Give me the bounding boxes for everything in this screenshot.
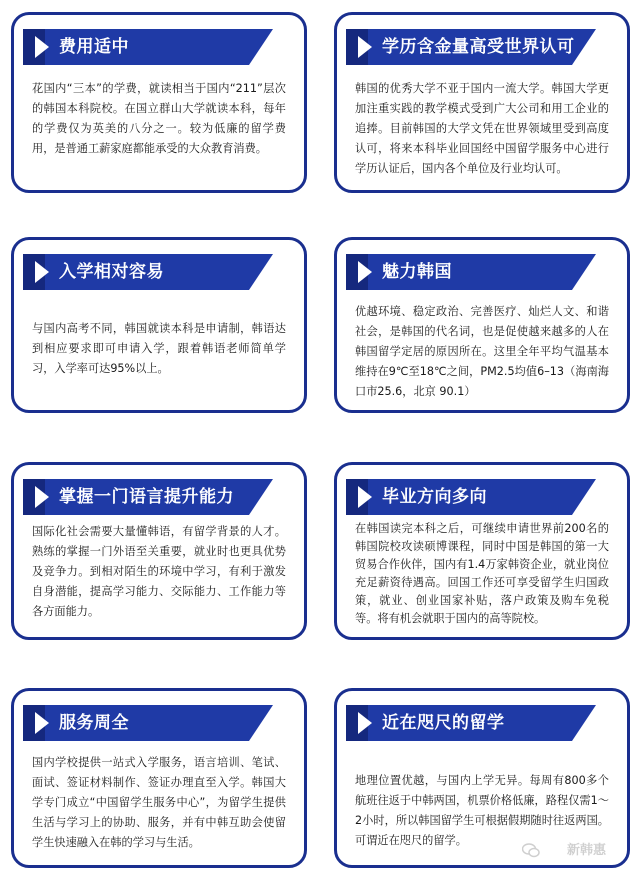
- card-title: 服务周全: [59, 713, 129, 733]
- card-charm-korea: [334, 237, 630, 413]
- card-full-service: [11, 688, 307, 868]
- wechat-icon: [522, 843, 540, 858]
- card-banner: [23, 705, 273, 741]
- card-banner: [346, 479, 596, 515]
- card-degree-recognition: [334, 12, 630, 193]
- card-title: 毕业方向多向: [382, 487, 487, 507]
- card-title: 学历含金量高受世界认可: [382, 37, 575, 57]
- card-body: 国际化社会需要大量懂韩语，有留学背景的人才。熟练的掌握一门外语至关重要，就业时也更具优势及竞争力。到相对陌生的环境中学习，有利于激发自身潜能，提高学习能力、交际能力、工作能力等各方面能力。: [32, 525, 286, 618]
- card-title: 掌握一门语言提升能力: [59, 487, 234, 507]
- card-body: 在韩国读完本科之后，可继续申请世界前200名的韩国院校攻读硕博课程，同时中国是韩国的第一大贸易合作伙伴，国内有1.4万家韩资企业，就业岗位充足薪资待遇高。回国工作还可享受留学生归国政策，就业、创业国家补贴，落户政策及购车免税等。将有机会就职于国内的高等院校。: [355, 522, 609, 625]
- card-fees: [11, 12, 307, 193]
- card-body: 韩国的优秀大学不亚于国内一流大学。韩国大学更加注重实践的教学模式受到广大公司和用工企业的追捧。目前韩国的大学文凭在世界领域里受到高度认可，将来本科毕业回国经中国留学服务中心进行学历认证后，国内各个单位及行业均认可。: [355, 82, 609, 175]
- card-body: 与国内高考不同，韩国就读本科是申请制，韩语达到相应要求即可申请入学，跟着韩语老师简单学习，入学率可达95%以上。: [32, 322, 286, 375]
- card-admission: [11, 237, 307, 413]
- card-title: 魅力韩国: [382, 262, 452, 282]
- card-banner: [23, 254, 273, 290]
- card-banner: [23, 29, 273, 65]
- card-banner: [346, 705, 596, 741]
- card-title: 费用适中: [59, 37, 129, 57]
- watermark: 新韩惠: [566, 843, 606, 858]
- card-title: 近在咫尺的留学: [382, 713, 505, 733]
- card-body: 花国内“三本”的学费，就读相当于国内“211”层次的韩国本科院校。在国立群山大学就读本科，每年的学费仅为英美的八分之一。较为低廉的留学费用，是普通工薪家庭都能承受的大众教育消费。: [32, 82, 286, 155]
- card-title: 入学相对容易: [59, 262, 164, 282]
- card-body: 优越环境、稳定政治、完善医疗、灿烂人文、和谐社会，是韩国的代名词，也是促使越来越多的人在韩国留学定居的原因所在。这里全年平均气温基本维持在9℃至18℃之间，PM2.5均值6–13（海南海口市25.6，北京 90.1）: [355, 305, 609, 398]
- card-banner: [346, 29, 596, 65]
- card-language-skill: [11, 462, 307, 640]
- card-body: 国内学校提供一站式入学服务，语言培训、笔试、面试、签证材料制作、签证办理直至入学。韩国大学专门成立“中国留学生服务中心”，为留学生提供生活与学习上的协助、服务，并有中韩互助会使留学生快速融入在韩的学习与生活。: [32, 756, 286, 849]
- card-banner: [346, 254, 596, 290]
- card-career-directions: [334, 462, 630, 640]
- card-body: 地理位置优越，与国内上学无异。每周有800多个航班往返于中韩两国，机票价格低廉，路程仅需1～2小时，所以韩国留学生可根据假期随时往返两国。可谓近在咫尺的留学。: [355, 774, 609, 847]
- card-banner: [23, 479, 273, 515]
